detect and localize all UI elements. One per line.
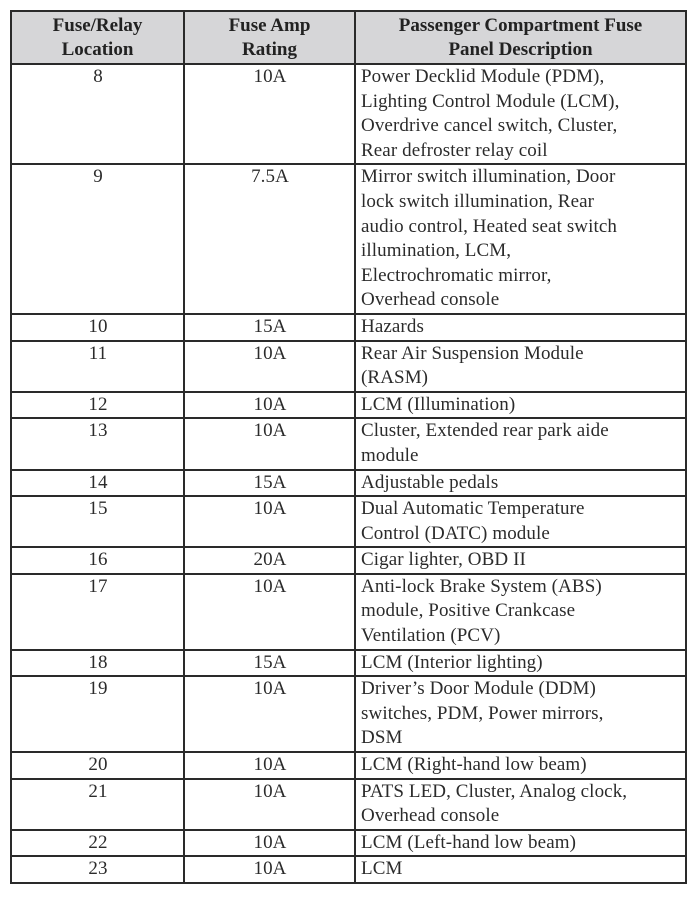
fuse-location-cell: 14 bbox=[11, 470, 184, 497]
fuse-amp-rating-cell: 10A bbox=[184, 856, 355, 883]
fuse-amp-rating-cell: 10A bbox=[184, 779, 355, 830]
description-line: Dual Automatic Temperature bbox=[361, 498, 585, 520]
table-row bbox=[11, 547, 686, 574]
fuse-location-cell: 15 bbox=[11, 496, 184, 547]
table-row bbox=[11, 418, 686, 469]
fuse-description-cell bbox=[355, 830, 686, 857]
fuse-location-cell: 8 bbox=[11, 64, 184, 164]
table-row bbox=[11, 314, 686, 341]
description-line: Cluster, Extended rear park aide bbox=[361, 420, 609, 442]
fuse-location-cell: 12 bbox=[11, 392, 184, 419]
table-row bbox=[11, 830, 686, 857]
fuse-location-cell: 11 bbox=[11, 341, 184, 392]
header-amp-line: Fuse Amp bbox=[228, 15, 311, 36]
table-row bbox=[11, 779, 686, 830]
fuse-location-cell: 20 bbox=[11, 752, 184, 779]
description-line: switches, PDM, Power mirrors, bbox=[361, 702, 604, 724]
fuse-description-cell bbox=[355, 470, 686, 497]
header-location bbox=[11, 11, 184, 64]
fuse-amp-rating-cell: 10A bbox=[184, 496, 355, 547]
fuse-location-cell: 10 bbox=[11, 314, 184, 341]
fuse-amp-rating-cell: 10A bbox=[184, 418, 355, 469]
table-row bbox=[11, 341, 686, 392]
description-line: Lighting Control Module (LCM), bbox=[361, 90, 620, 112]
fuse-amp-rating-cell: 10A bbox=[184, 830, 355, 857]
description-line: module, Positive Crankcase bbox=[361, 600, 576, 622]
table-row bbox=[11, 574, 686, 650]
fuse-amp-rating-cell: 10A bbox=[184, 341, 355, 392]
fuse-description-cell bbox=[355, 64, 686, 164]
table-row bbox=[11, 64, 686, 164]
fuse-description-cell bbox=[355, 650, 686, 677]
table-header bbox=[11, 11, 686, 64]
table-row bbox=[11, 676, 686, 752]
header-amp-line: Rating bbox=[242, 39, 297, 60]
description-line: Cigar lighter, OBD II bbox=[361, 549, 526, 571]
fuse-location-cell: 19 bbox=[11, 676, 184, 752]
fuse-amp-rating-cell: 10A bbox=[184, 676, 355, 752]
fuse-amp-rating-cell: 15A bbox=[184, 314, 355, 341]
description-line: Adjustable pedals bbox=[361, 471, 499, 493]
fuse-description-cell bbox=[355, 547, 686, 574]
fuse-location-cell: 21 bbox=[11, 779, 184, 830]
description-line: DSM bbox=[361, 727, 403, 749]
fuse-location-cell: 17 bbox=[11, 574, 184, 650]
fuse-amp-rating-cell: 15A bbox=[184, 650, 355, 677]
table-row bbox=[11, 496, 686, 547]
description-line: module bbox=[361, 444, 419, 466]
header-location-line: Fuse/Relay bbox=[52, 15, 143, 36]
fuse-description-cell bbox=[355, 856, 686, 883]
fuse-description-cell bbox=[355, 496, 686, 547]
fuse-amp-rating-cell: 15A bbox=[184, 470, 355, 497]
description-line: LCM (Left-hand low beam) bbox=[361, 831, 577, 853]
fuse-description-cell bbox=[355, 418, 686, 469]
fuse-location-cell: 23 bbox=[11, 856, 184, 883]
fuse-location-cell: 16 bbox=[11, 547, 184, 574]
fuse-location-cell: 9 bbox=[11, 164, 184, 314]
description-line: Overhead console bbox=[361, 805, 500, 827]
fuse-description-cell bbox=[355, 392, 686, 419]
description-line: (RASM) bbox=[361, 367, 429, 389]
header-location-line: Location bbox=[61, 39, 134, 60]
fuse-description-cell bbox=[355, 574, 686, 650]
fuse-amp-rating-cell: 10A bbox=[184, 392, 355, 419]
fuse-description-cell bbox=[355, 314, 686, 341]
description-line: Ventilation (PCV) bbox=[361, 625, 501, 647]
description-line: lock switch illumination, Rear bbox=[361, 190, 595, 212]
fuse-description-cell bbox=[355, 752, 686, 779]
header-amp-rating bbox=[184, 11, 355, 64]
fuse-description-cell bbox=[355, 676, 686, 752]
table-row bbox=[11, 752, 686, 779]
description-line: Power Decklid Module (PDM), bbox=[361, 66, 605, 87]
description-line: Overhead console bbox=[361, 289, 500, 311]
fuse-amp-rating-cell: 20A bbox=[184, 547, 355, 574]
description-line: Overdrive cancel switch, Cluster, bbox=[361, 115, 618, 137]
fuse-description-cell bbox=[355, 779, 686, 830]
table-row bbox=[11, 470, 686, 497]
header-description-line: Passenger Compartment Fuse bbox=[398, 15, 643, 36]
table-row bbox=[11, 392, 686, 419]
table-row bbox=[11, 650, 686, 677]
fuse-table bbox=[10, 10, 687, 884]
description-line: Rear defroster relay coil bbox=[361, 139, 548, 161]
table-body bbox=[11, 64, 686, 883]
header-description bbox=[355, 11, 686, 64]
description-line: Hazards bbox=[361, 315, 424, 337]
description-line: LCM (Illumination) bbox=[361, 393, 516, 415]
description-line: PATS LED, Cluster, Analog clock, bbox=[361, 780, 628, 802]
fuse-description-cell bbox=[355, 164, 686, 314]
fuse-amp-rating-cell: 10A bbox=[184, 574, 355, 650]
description-line: Driver’s Door Module (DDM) bbox=[361, 678, 596, 700]
fuse-location-cell: 22 bbox=[11, 830, 184, 857]
description-line: Electrochromatic mirror, bbox=[361, 264, 552, 286]
table-row bbox=[11, 856, 686, 883]
header-description-line: Panel Description bbox=[448, 39, 593, 60]
description-line: illumination, LCM, bbox=[361, 240, 512, 262]
fuse-amp-rating-cell: 10A bbox=[184, 752, 355, 779]
description-line: Rear Air Suspension Module bbox=[361, 342, 584, 364]
description-line: LCM (Interior lighting) bbox=[361, 651, 543, 673]
description-line: Mirror switch illumination, Door bbox=[361, 166, 616, 188]
header-row bbox=[11, 11, 686, 64]
fuse-description-cell bbox=[355, 341, 686, 392]
description-line: Control (DATC) module bbox=[361, 522, 550, 544]
description-line: LCM bbox=[361, 858, 403, 880]
fuse-location-cell: 13 bbox=[11, 418, 184, 469]
description-line: LCM (Right-hand low beam) bbox=[361, 754, 587, 776]
description-line: Anti-lock Brake System (ABS) bbox=[361, 575, 602, 597]
fuse-location-cell: 18 bbox=[11, 650, 184, 677]
fuse-amp-rating-cell: 10A bbox=[184, 64, 355, 164]
fuse-amp-rating-cell: 7.5A bbox=[184, 164, 355, 314]
table-row bbox=[11, 164, 686, 314]
description-line: audio control, Heated seat switch bbox=[361, 215, 618, 237]
